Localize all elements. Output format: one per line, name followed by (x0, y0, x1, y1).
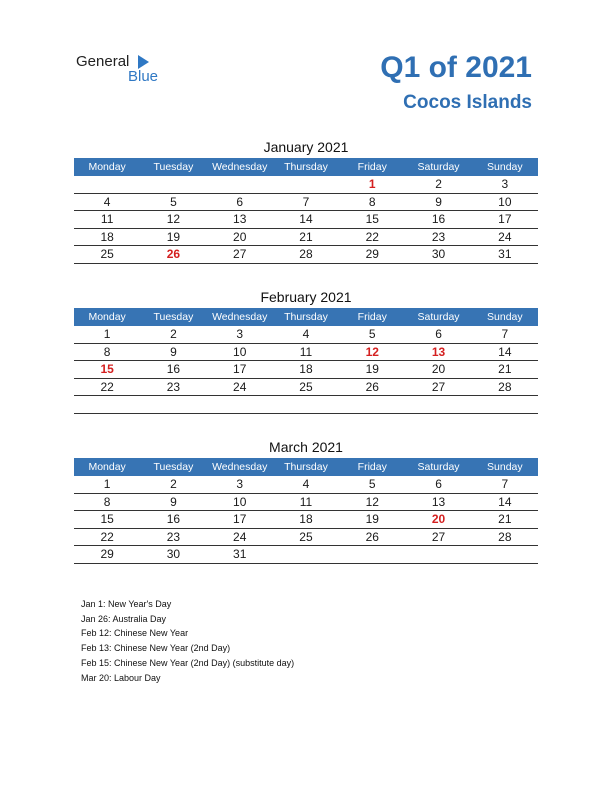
logo (76, 53, 176, 87)
day-cell: 2 (170, 477, 177, 491)
day-cell: 15 (100, 512, 114, 526)
day-cell: 20 (431, 512, 446, 526)
weekday-label: Sunday (487, 311, 523, 323)
day-cell: 21 (498, 512, 512, 526)
day-cell: 20 (431, 362, 446, 376)
logo-flag-icon (138, 55, 149, 69)
week-row (74, 546, 538, 564)
day-cell (472, 396, 538, 413)
day-cell: 31 (233, 547, 247, 561)
day-cell: 3 (501, 177, 509, 191)
day-cell: 30 (166, 547, 181, 561)
day-cell: 7 (501, 327, 509, 341)
day-cell: 20 (233, 229, 247, 244)
day-cell (405, 396, 471, 413)
day-cell: 6 (236, 194, 244, 209)
day-cell (339, 396, 405, 413)
day-cell (339, 546, 405, 563)
day-cell: 11 (100, 212, 114, 226)
page-title: Q1 of 2021 (380, 51, 532, 84)
weekday-label: Tuesday (153, 161, 194, 173)
logo-blue-text: Blue (128, 68, 159, 85)
logo-general-text: General (76, 53, 130, 70)
week-row (74, 476, 538, 494)
week-row (74, 379, 538, 397)
day-cell: 18 (299, 362, 313, 376)
day-cell (140, 176, 206, 193)
day-cell: 12 (365, 344, 379, 359)
weekday-label: Saturday (417, 161, 460, 173)
day-cell (273, 176, 339, 193)
day-cell: 21 (299, 229, 313, 244)
holiday-notes (81, 597, 294, 685)
holiday-note: Mar 20: Labour Day (81, 672, 161, 683)
day-cell: 16 (166, 512, 181, 526)
day-cell: 13 (431, 494, 446, 509)
week-row (74, 344, 538, 362)
day-cell: 1 (103, 477, 111, 491)
day-cell: 13 (233, 212, 247, 226)
week-row (74, 194, 538, 212)
week-row (74, 246, 538, 264)
day-cell: 30 (431, 247, 446, 261)
week-row (74, 529, 538, 547)
day-cell: 4 (302, 327, 310, 341)
day-cell: 1 (103, 327, 111, 341)
day-cell: 27 (431, 529, 446, 544)
day-cell: 11 (299, 494, 313, 509)
day-cell: 3 (236, 327, 244, 341)
day-cell: 5 (368, 327, 376, 341)
day-cell: 4 (103, 194, 111, 209)
weekday-label: Wednesday (212, 311, 268, 323)
day-cell: 25 (299, 529, 313, 544)
day-cell: 11 (299, 344, 313, 359)
day-cell: 5 (170, 194, 177, 209)
day-cell: 9 (170, 344, 177, 359)
day-cell: 23 (166, 379, 181, 394)
day-cell: 21 (498, 362, 512, 376)
day-cell (273, 546, 339, 563)
day-cell: 3 (236, 477, 244, 491)
holiday-note: Jan 1: New Year's Day (81, 599, 172, 609)
day-cell (405, 546, 471, 563)
day-cell: 28 (498, 529, 512, 544)
day-cell: 27 (233, 247, 247, 261)
weekday-label: Thursday (284, 161, 328, 173)
day-cell: 18 (299, 512, 313, 526)
week-row (74, 176, 538, 194)
weekday-label: Saturday (417, 311, 460, 323)
day-cell: 24 (233, 529, 247, 544)
day-cell (207, 176, 273, 193)
day-cell: 29 (365, 247, 379, 261)
day-cell: 6 (435, 477, 442, 491)
page-subtitle: Cocos Islands (403, 92, 532, 113)
month-title: January 2021 (263, 139, 349, 155)
day-cell (74, 176, 140, 193)
day-cell: 10 (498, 194, 512, 209)
day-cell (140, 396, 206, 413)
day-cell: 14 (498, 344, 512, 359)
holiday-note: Feb 15: Chinese New Year (2nd Day) (substitute day) (81, 657, 295, 668)
week-row (74, 361, 538, 379)
day-cell: 8 (103, 344, 111, 359)
day-cell: 2 (435, 177, 442, 191)
weekday-label: Wednesday (212, 461, 268, 473)
month-title: February 2021 (260, 289, 352, 305)
day-cell: 25 (100, 247, 114, 261)
day-cell: 8 (368, 194, 376, 209)
day-cell: 25 (299, 379, 313, 394)
day-cell: 14 (299, 212, 313, 226)
day-cell: 17 (233, 362, 247, 376)
weekday-label: Sunday (487, 461, 523, 473)
day-cell (472, 546, 538, 563)
day-cell: 6 (435, 327, 442, 341)
day-cell: 7 (501, 477, 509, 491)
day-cell: 22 (100, 379, 114, 394)
day-cell: 13 (431, 344, 446, 359)
day-cell: 23 (431, 229, 446, 244)
weekday-label: Friday (357, 461, 387, 473)
day-cell: 27 (431, 379, 446, 394)
week-row (74, 326, 538, 344)
holiday-note: Feb 13: Chinese New Year (2nd Day) (81, 643, 231, 654)
weekday-label: Tuesday (153, 461, 194, 473)
day-cell: 26 (166, 247, 181, 261)
holiday-note: Feb 12: Chinese New Year (81, 628, 189, 639)
day-cell: 29 (100, 547, 114, 561)
weekday-label: Monday (88, 161, 126, 173)
weekday-label: Saturday (417, 461, 460, 473)
holiday-note: Jan 26: Australia Day (81, 613, 167, 624)
weekday-label: Tuesday (153, 311, 194, 323)
day-cell: 19 (365, 512, 379, 526)
day-cell: 2 (170, 327, 177, 341)
weekday-label: Friday (357, 311, 387, 323)
day-cell: 26 (365, 529, 379, 544)
weekday-label: Thursday (284, 311, 328, 323)
day-cell: 12 (365, 494, 379, 509)
day-cell (74, 396, 140, 413)
week-row (74, 211, 538, 229)
weekday-header (74, 158, 538, 176)
month-title: March 2021 (269, 439, 343, 455)
day-cell: 19 (365, 362, 379, 376)
day-cell: 28 (299, 247, 313, 261)
day-cell: 15 (365, 212, 379, 226)
week-row (74, 229, 538, 247)
month-january (74, 136, 538, 264)
weekday-header (74, 308, 538, 326)
day-cell: 1 (368, 177, 376, 191)
day-cell: 7 (302, 194, 310, 209)
month-february (74, 286, 538, 414)
day-cell: 24 (498, 229, 512, 244)
day-cell: 18 (100, 229, 114, 244)
week-row (74, 396, 538, 414)
day-cell: 10 (233, 494, 247, 509)
day-cell: 8 (103, 494, 111, 509)
day-cell: 22 (100, 529, 114, 544)
weekday-label: Wednesday (212, 161, 268, 173)
day-cell: 17 (498, 212, 512, 226)
day-cell: 9 (435, 194, 442, 209)
day-cell: 12 (166, 212, 181, 226)
day-cell (207, 396, 273, 413)
day-cell: 10 (233, 344, 247, 359)
weekday-label: Thursday (284, 461, 328, 473)
month-march (74, 436, 538, 564)
day-cell: 22 (365, 229, 379, 244)
day-cell: 4 (302, 477, 310, 491)
day-cell: 19 (166, 229, 181, 244)
day-cell: 17 (233, 512, 247, 526)
day-cell (273, 396, 339, 413)
weekday-header (74, 458, 538, 476)
day-cell: 14 (498, 494, 512, 509)
day-cell: 26 (365, 379, 379, 394)
weekday-label: Friday (357, 161, 387, 173)
weekday-label: Monday (88, 461, 126, 473)
day-cell: 9 (170, 494, 177, 509)
day-cell: 31 (498, 247, 512, 261)
day-cell: 16 (431, 212, 446, 226)
week-row (74, 494, 538, 512)
day-cell: 28 (498, 379, 512, 394)
day-cell: 16 (166, 362, 181, 376)
day-cell: 24 (233, 379, 247, 394)
day-cell: 15 (100, 362, 114, 376)
day-cell: 5 (368, 477, 376, 491)
week-row (74, 511, 538, 529)
weekday-label: Monday (88, 311, 126, 323)
weekday-label: Sunday (487, 161, 523, 173)
day-cell: 23 (166, 529, 181, 544)
